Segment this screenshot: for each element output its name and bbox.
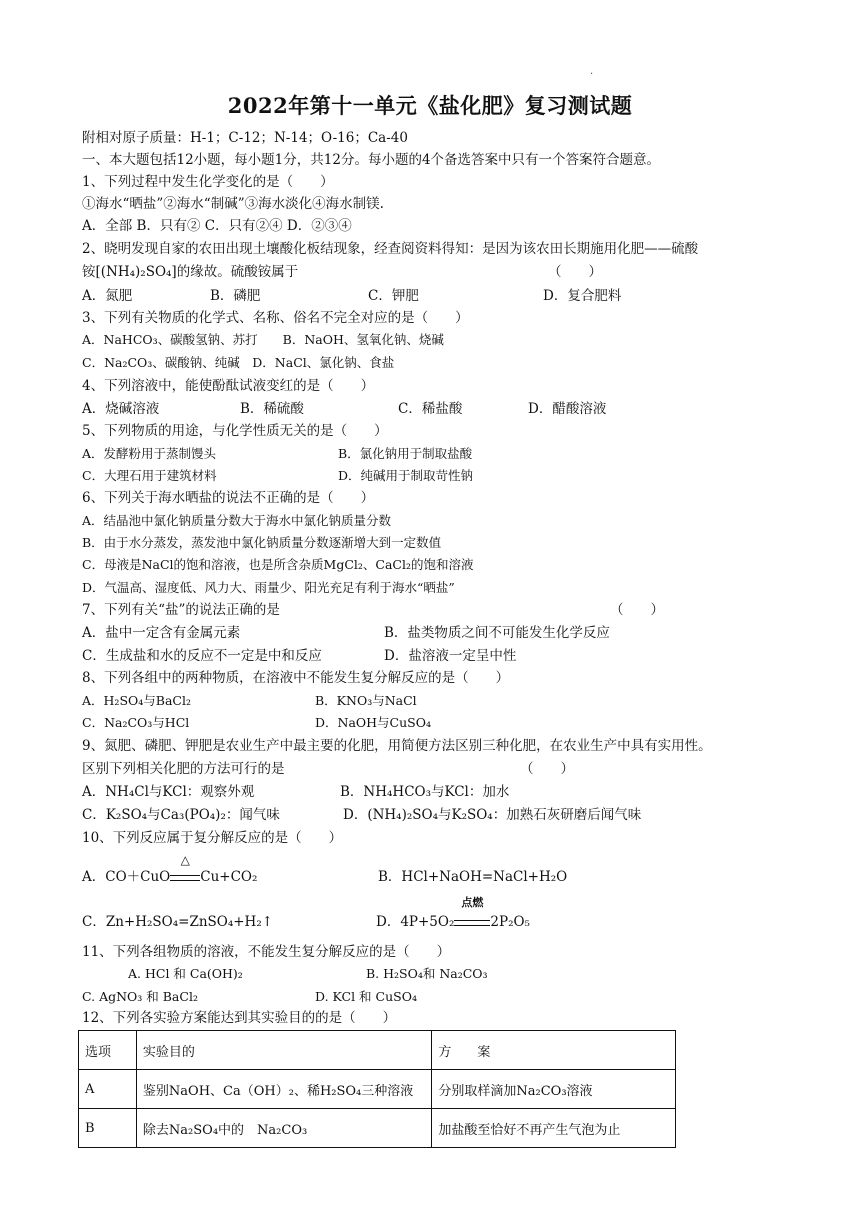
q2-option-c: C．钾肥 <box>368 288 419 304</box>
q8-stem: 8、下列各组中的两种物质，在溶液中不能发生复分解反应的是（ ） <box>82 670 510 686</box>
q5-option-a: A．发酵粉用于蒸制馒头 <box>82 446 217 461</box>
q7-answer-paren: （ ） <box>610 602 664 618</box>
q10-a-reactants: A．CO＋CuO <box>82 869 171 885</box>
q2-answer-paren: （ ） <box>548 264 602 280</box>
q10-option-b: B．HCl+NaOH=NaCl+H₂O <box>378 869 568 885</box>
q4-option-b: B．稀硫酸 <box>240 401 304 417</box>
q6-option-c: C．母液是NaCl的饱和溶液，也是所含杂质MgCl₂、CaCl₂的饱和溶液 <box>82 557 474 572</box>
q5-option-d: D．纯碱用于制取苛性钠 <box>338 468 474 483</box>
q10-d-products: 2P₂O₅ <box>490 914 530 930</box>
table-header-cell: 方 案 <box>432 1031 676 1070</box>
q12-table <box>78 1030 676 1148</box>
q3-options-ab: A．NaHCO₃、碳酸氢钠、苏打 B．NaOH、氢氧化钠、烧碱 <box>82 332 444 347</box>
q4-option-d: D．醋酸溶液 <box>528 401 607 417</box>
q9-option-c: C．K₂SO₄与Ca₃(PO₄)₂：闻气味 <box>82 807 280 823</box>
q12-stem: 12、下列各实验方案能达到其实验目的的是（ ） <box>82 1010 397 1026</box>
table-cell: 除去Na₂SO₄中的 Na₂CO₃ <box>136 1109 431 1148</box>
table-cell: 加盐酸至恰好不再产生气泡为止 <box>432 1109 676 1148</box>
q10-stem: 10、下列反应属于复分解反应的是（ ） <box>82 830 343 846</box>
table-cell: B <box>79 1109 137 1148</box>
header-mark: . <box>590 66 594 77</box>
q8-option-c: C．Na₂CO₃与HCl <box>82 715 190 730</box>
q8-option-b: B．KNO₃与NaCl <box>315 693 417 708</box>
table-cell: A <box>79 1070 137 1109</box>
q4-option-a: A．烧碱溶液 <box>82 401 160 417</box>
q2-option-a: A．氮肥 <box>82 288 133 304</box>
q6-option-a: A．结晶池中氯化钠质量分数大于海水中氯化钠质量分数 <box>82 513 392 528</box>
table-header-cell: 选项 <box>79 1031 137 1070</box>
q5-option-b: B．氯化钠用于制取盐酸 <box>338 446 473 461</box>
q6-option-b: B．由于水分蒸发，蒸发池中氯化钠质量分数逐渐增大到一定数值 <box>82 535 442 550</box>
page-title: 2022年第十一单元《盐化肥》复习测试题 <box>227 93 633 118</box>
q7-option-c: C．生成盐和水的反应不一定是中和反应 <box>82 648 322 664</box>
q9-option-d: D．(NH₄)₂SO₄与K₂SO₄：加熟石灰研磨后闻气味 <box>343 807 642 823</box>
q3-options-cd: C．Na₂CO₃、碳酸钠、纯碱 D．NaCl、氯化钠、食盐 <box>82 355 395 370</box>
q3-stem: 3、下列有关物质的化学式、名称、俗名不完全对应的是（ ） <box>82 310 469 326</box>
q10-d-condition-sign <box>454 896 490 932</box>
table-header-row <box>79 1031 676 1070</box>
q2-stem-line1: 2、晓明发现自家的农田出现土壤酸化板结现象，经查阅资料得知：是因为该农田长期施用化肥——硫酸 <box>82 241 699 257</box>
q7-option-d: D．盐溶液一定呈中性 <box>384 648 517 664</box>
q2-option-d: D．复合肥料 <box>543 288 622 304</box>
q2-stem-line2: 铵[(NH₄)₂SO₄]的缘故。硫酸铵属于 <box>82 264 299 280</box>
q4-stem: 4、下列溶液中，能使酚酞试液变红的是（ ） <box>82 378 375 394</box>
q11-option-d: D. KCl 和 CuSO₄ <box>315 989 417 1004</box>
q7-stem: 7、下列有关“盐”的说法正确的是 <box>82 602 280 618</box>
q8-option-d: D．NaOH与CuSO₄ <box>315 715 431 730</box>
q4-option-c: C．稀盐酸 <box>398 401 463 417</box>
q9-answer-paren: （ ） <box>520 761 574 777</box>
q10-option-a <box>82 853 258 887</box>
table-row <box>79 1109 676 1148</box>
q10-option-c: C．Zn+H₂SO₄=ZnSO₄+H₂↑ <box>82 914 274 930</box>
q10-a-condition: △ <box>180 853 190 867</box>
q10-option-d <box>376 896 530 932</box>
equals-bar <box>170 875 200 881</box>
atomic-masses: 附相对原子质量：H-1；C-12；N-14；O-16；Ca-40 <box>82 130 408 146</box>
q1-stem: 1、下列过程中发生化学变化的是（ ） <box>82 174 334 190</box>
equals-bar <box>454 920 490 926</box>
q9-option-a: A．NH₄Cl与KCl：观察外观 <box>82 784 255 800</box>
table-header-cell: 实验目的 <box>136 1031 431 1070</box>
q9-option-b: B．NH₄HCO₃与KCl：加水 <box>340 784 510 800</box>
q5-option-c: C．大理石用于建筑材料 <box>82 468 217 483</box>
q10-a-products: Cu+CO₂ <box>200 869 258 885</box>
q1-options: A．全部 B．只有② C．只有②④ D．②③④ <box>82 218 352 234</box>
q7-option-a: A．盐中一定含有金属元素 <box>82 625 241 641</box>
q6-option-d: D．气温高、湿度低、风力大、雨量少、阳光充足有利于海水“晒盐” <box>82 580 455 595</box>
section-instructions: 一、本大题包括12小题，每小题1分，共12分。每小题的4个备选答案中只有一个答案符合题意。 <box>82 152 661 168</box>
q2-option-b: B．磷肥 <box>210 288 261 304</box>
table-row <box>79 1070 676 1109</box>
table-cell: 鉴别NaOH、Ca（OH）₂、稀H₂SO₄三种溶液 <box>136 1070 431 1109</box>
q11-option-c: C. AgNO₃ 和 BaCl₂ <box>82 989 198 1004</box>
q9-stem-line1: 9、氮肥、磷肥、钾肥是农业生产中最主要的化肥，用简便方法区别三种化肥，在农业生产中具有实用性。 <box>82 738 712 754</box>
q11-stem: 11、下列各组物质的溶液，不能发生复分解反应的是（ ） <box>82 944 451 960</box>
q10-a-condition-sign <box>170 853 200 887</box>
q10-d-reactants: D．4P+5O₂ <box>376 914 455 930</box>
q8-option-a: A．H₂SO₄与BaCl₂ <box>82 693 191 708</box>
q7-option-b: B．盐类物质之间不可能发生化学反应 <box>384 625 610 641</box>
q9-stem-line2: 区别下列相关化肥的方法可行的是 <box>82 761 285 777</box>
q1-items: ①海水“晒盐”②海水“制碱”③海水淡化④海水制镁. <box>82 196 384 212</box>
q6-stem: 6、下列关于海水晒盐的说法不正确的是（ ） <box>82 490 375 506</box>
q10-d-condition: 点燃 <box>461 896 484 909</box>
q11-option-a: A. HCl 和 Ca(OH)₂ <box>128 966 243 981</box>
table-cell: 分别取样滴加Na₂CO₃溶液 <box>432 1070 676 1109</box>
q11-option-b: B. H₂SO₄和 Na₂CO₃ <box>366 966 488 981</box>
q5-stem: 5、下列物质的用途，与化学性质无关的是（ ） <box>82 423 388 439</box>
